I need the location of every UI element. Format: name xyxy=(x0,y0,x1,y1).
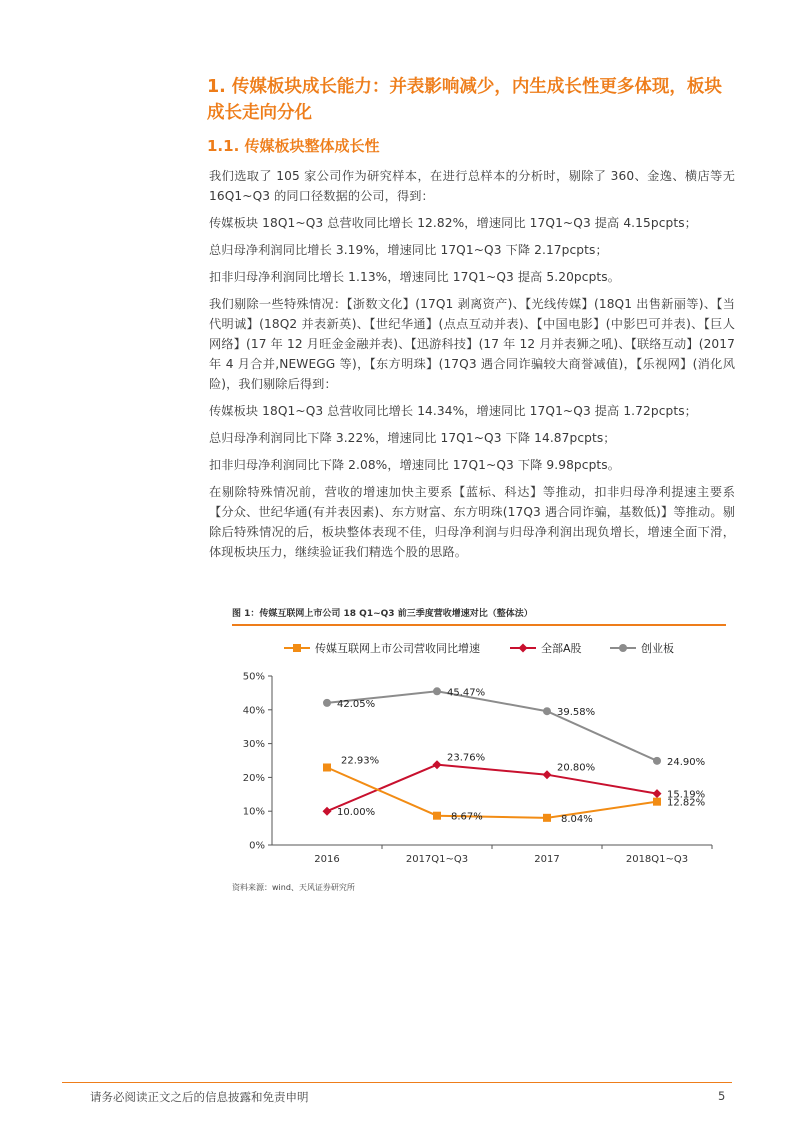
x-axis xyxy=(272,845,712,865)
data-point-diamond xyxy=(433,760,442,769)
y-axis xyxy=(243,672,272,852)
paragraph-net-profit: 总归母净利润同比增长 3.19%，增速同比 17Q1~Q3 下降 2.17pcpts； xyxy=(209,243,608,257)
section-heading: 1. 传媒板块成长能力：并表影响减少，内生成长性更多体现，板块成长走向分化 xyxy=(207,77,722,123)
data-label: 15.19% xyxy=(667,789,706,801)
data-label: 12.82% xyxy=(667,797,706,809)
figure-title: 图 1：传媒互联网上市公司 18 Q1~Q3 前三季度营收增速对比（整体法） xyxy=(232,606,726,626)
data-label: 23.76% xyxy=(447,752,486,764)
data-point-square xyxy=(323,763,331,771)
data-point-circle xyxy=(653,757,661,765)
line-chart xyxy=(232,630,726,870)
data-point-circle xyxy=(543,707,551,715)
data-label: 20.80% xyxy=(557,762,596,774)
chart-series xyxy=(323,687,706,825)
paragraph-exclusions: 我们剔除一些特殊情况：【浙数文化】(17Q1 剥离资产)、【光线传媒】(18Q1 出售新丽等)、【当代明诚】(18Q2 并表新英)、【世纪华通】(点点互动并表)、【中国电影】(中影巴可并表)、【巨人网络】(17 年 12 月旺金金融并表)、【迅游科技】(17 年 12 月并表狮之吼)、【联络互动】(2017 年 4 月合并,NEWEGG 等)，【东方明珠】(17Q3 遇合同诈骗较大商誉减值)，【乐视网】(消化风险)，我们剔除后得到： xyxy=(209,297,735,391)
data-point-square xyxy=(543,814,551,822)
series-line xyxy=(327,691,657,761)
data-label: 10.00% xyxy=(337,807,376,819)
paragraph-net-profit-adjusted: 总归母净利润同比下降 3.22%，增速同比 17Q1~Q3 下降 14.87pcpts； xyxy=(209,431,616,445)
data-point-square xyxy=(293,644,301,652)
data-point-circle xyxy=(323,699,331,707)
data-point-diamond xyxy=(653,789,662,798)
data-label: 8.67% xyxy=(451,811,483,823)
data-label: 39.58% xyxy=(557,707,596,719)
series-line xyxy=(327,762,657,812)
y-tick-label: 30% xyxy=(242,739,265,751)
data-point-circle xyxy=(619,644,627,652)
y-tick-label: 0% xyxy=(249,840,265,852)
body-text xyxy=(209,166,735,569)
footer-disclaimer: 请务必阅读正文之后的信息披露和免责申明 xyxy=(90,1090,309,1104)
data-label: 8.04% xyxy=(561,813,593,825)
figure-source: 资料来源：wind、天风证券研究所 xyxy=(232,883,355,892)
data-point-square xyxy=(653,798,661,806)
data-point-diamond xyxy=(543,770,552,779)
data-point-diamond xyxy=(323,807,332,816)
chart-legend xyxy=(284,641,674,655)
subsection-heading: 1.1. 传媒板块整体成长性 xyxy=(207,137,380,155)
paragraph-deducted-profit: 扣非归母净利润同比增长 1.13%，增速同比 17Q1~Q3 提高 5.20pcpts。 xyxy=(209,270,621,284)
x-tick-label: 2016 xyxy=(314,854,340,865)
page-number: 5 xyxy=(718,1089,726,1103)
y-tick-label: 40% xyxy=(242,705,265,717)
paragraph-sample: 我们选取了 105 家公司作为研究样本，在进行总样本的分析时，剔除了 360、金逸、横店等无 16Q1~Q3 的同口径数据的公司，得到： xyxy=(209,169,735,203)
data-label: 45.47% xyxy=(447,687,486,699)
y-tick-label: 10% xyxy=(242,806,265,818)
data-point-square xyxy=(433,812,441,820)
x-tick-label: 2017 xyxy=(534,854,560,865)
paragraph-revenue: 传媒板块 18Q1~Q3 总营收同比增长 12.82%，增速同比 17Q1~Q3 提高 4.15pcpts； xyxy=(209,216,697,230)
x-tick-label: 2017Q1~Q3 xyxy=(405,854,469,865)
paragraph-deducted-profit-adjusted: 扣非归母净利润同比下降 2.08%，增速同比 17Q1~Q3 下降 9.98pcpts。 xyxy=(209,458,621,472)
data-label: 42.05% xyxy=(337,698,376,710)
paragraph-revenue-adjusted: 传媒板块 18Q1~Q3 总营收同比增长 14.34%，增速同比 17Q1~Q3 提高 1.72pcpts； xyxy=(209,404,697,418)
legend-entry: 全部A股 xyxy=(541,642,582,655)
data-point-diamond xyxy=(519,644,528,653)
y-tick-label: 50% xyxy=(242,671,265,683)
paragraph-conclusion: 在剔除特殊情况前，营收的增速加快主要系【蓝标、科达】等推动，扣非归母净利提速主要系【分众、世纪华通(有并表因素)、东方财富、东方明珠(17Q3 遇合同诈骗，基数低)】等推动。剔除后特殊情况的后，板块整体表现不佳，归母净利润与归母净利润出现负增长，增速全面下滑，体现板块压力，继续验证我们精选个股的思路。 xyxy=(209,485,735,559)
y-tick-label: 20% xyxy=(242,772,265,784)
data-label: 24.90% xyxy=(667,756,706,768)
x-tick-label: 2018Q1~Q3 xyxy=(625,854,689,865)
legend-entry: 传媒互联网上市公司营收同比增速 xyxy=(315,642,480,655)
series-line xyxy=(327,767,657,817)
data-label: 22.93% xyxy=(341,755,380,767)
data-point-circle xyxy=(433,687,441,695)
footer-divider xyxy=(62,1082,732,1083)
legend-entry: 创业板 xyxy=(641,642,674,655)
